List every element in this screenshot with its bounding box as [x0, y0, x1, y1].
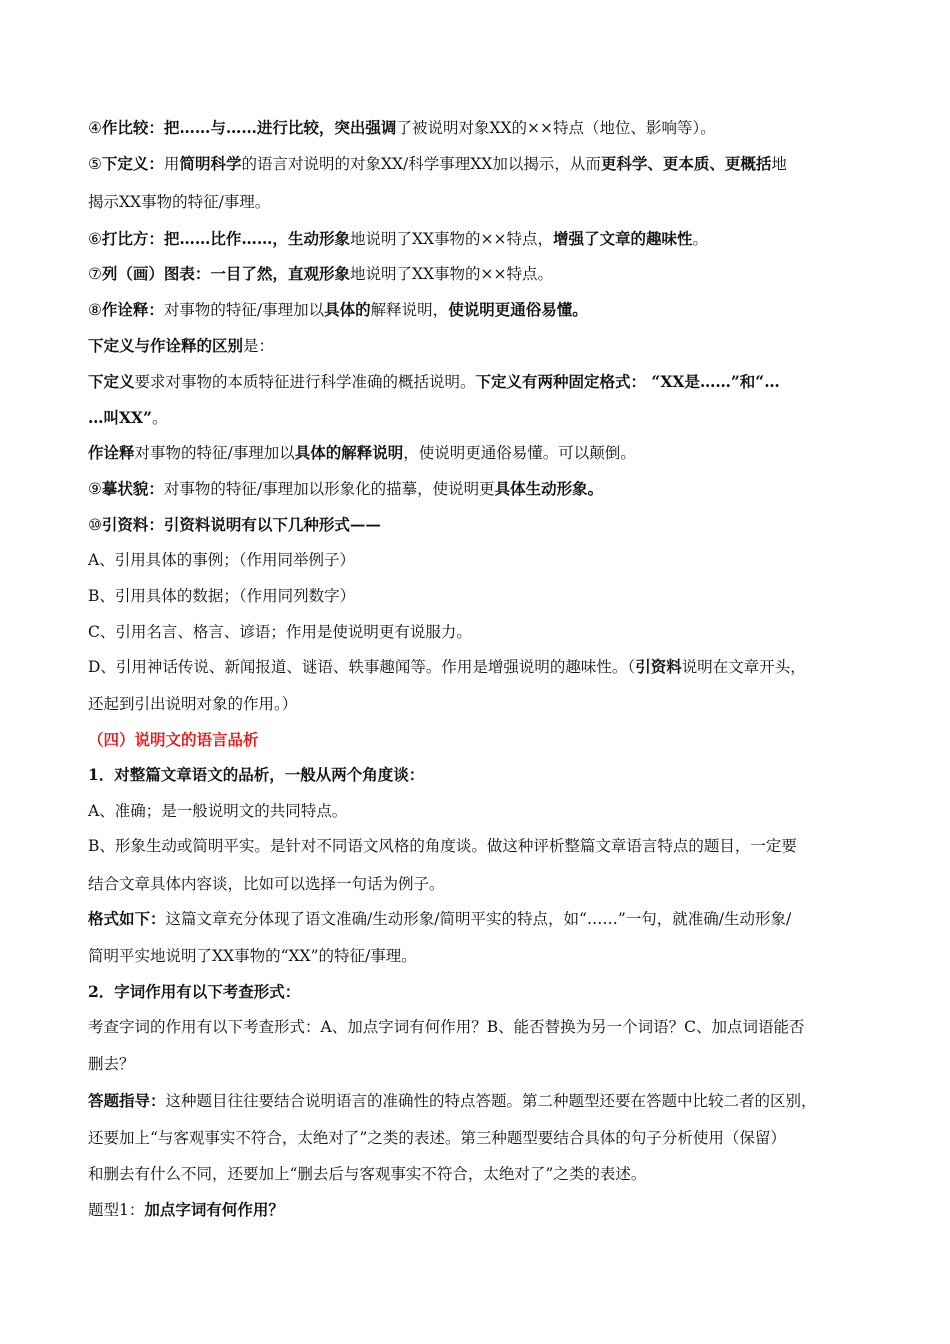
difference-define-line2	[88, 408, 167, 428]
method-name: 列（画）图表：	[101, 264, 211, 283]
text-run: 这篇文章充分体现了语文准确/生动形象/简明平实的特点，如“……”一句，就准确/生动形象/	[165, 910, 792, 928]
bold-run: 格式如下：	[88, 909, 166, 928]
text-run: 对事物的特征/事理加以	[163, 301, 325, 319]
word-question-forms-line2: 删去？	[88, 1055, 135, 1073]
bold-run: 引资料：引资料说明有以下几种形式——	[101, 515, 381, 534]
text-run: 题型1：	[88, 1201, 145, 1219]
text-run: 地	[771, 155, 787, 173]
text-run: 说明在文章开头，	[681, 658, 806, 676]
item-vivid-line2: 结合文章具体内容谈，比如可以选择一句话为例子。	[88, 875, 445, 893]
bold-run: 把……比作……，	[163, 229, 288, 248]
word-question-forms: 考查字词的作用有以下考查形式：A、加点字词有何作用？B、能否替换为另一个词语？C、加点词语能否	[88, 1018, 805, 1036]
bold-run: …叫XX”	[88, 408, 152, 427]
item-number: ④	[88, 119, 102, 137]
method-define	[88, 154, 787, 174]
text-run: 。	[692, 230, 709, 248]
method-analogy	[88, 229, 708, 249]
bold-run: 使说明更通俗易懂。	[448, 300, 588, 319]
bold-run: 加点字词有何作用？	[144, 1200, 284, 1219]
method-describe	[88, 479, 603, 499]
method-define-line2: 揭示XX事物的特征/事理。	[88, 193, 271, 211]
bold-run: 下定义有两种固定格式： “XX是……”和“…	[475, 372, 780, 391]
method-explain	[88, 300, 588, 320]
quote-item-b: B、引用具体的数据；（作用同列数字）	[88, 587, 356, 605]
method-phrase: 把……与……进行比较，突出强调	[163, 118, 397, 137]
bold-run: 引资料	[635, 657, 682, 676]
item-accurate: A、准确；是一般说明文的共同特点。	[88, 802, 348, 820]
text-run: 用	[163, 155, 180, 173]
text-run: 这种题目往往要结合说明语言的准确性的特点答题。第二种题型还要在答题中比较二者的区别，	[165, 1092, 817, 1110]
text-run: 对事物的特征/事理加以	[134, 444, 295, 462]
format-paragraph-line2: 简明平实地说明了XX事物的“XX”的特征/事理。	[88, 947, 417, 965]
text-run: 解释说明，	[370, 301, 449, 319]
item-vivid: B、形象生动或简明平实。是针对不同语文风格的角度谈。做这种评析整篇文章语言特点的题目，一定要	[88, 837, 797, 855]
bold-run: 2．字词作用有以下考查形式：	[88, 982, 301, 1001]
quote-item-d	[88, 657, 806, 677]
bold-run: 具体的	[324, 300, 371, 319]
item-number: ⑩	[88, 516, 102, 534]
question-type-1	[88, 1200, 284, 1220]
bold-run: 作诠释	[88, 443, 135, 462]
text-run: 。	[151, 409, 168, 427]
bold-run: 直观形象	[287, 264, 350, 283]
subsection-heading-1	[88, 765, 424, 785]
text-run: 地说明了XX事物的××特点。	[349, 265, 553, 283]
bold-run: 答题指导：	[88, 1091, 166, 1110]
method-name: 摹状貌：	[101, 479, 164, 498]
bold-run: 下定义	[88, 372, 135, 391]
difference-define	[88, 372, 780, 392]
difference-explain	[88, 443, 636, 463]
text-run: D、引用神话传说、新闻报道、谜语、轶事趣闻等。作用是增强说明的趣味性。（	[88, 658, 636, 676]
text-run: 的语言对说明的对象XX/科学事理XX加以揭示，从而	[241, 155, 601, 173]
method-name: 作比较：	[101, 118, 164, 137]
difference-heading	[88, 336, 274, 356]
bold-run: 具体的解释说明	[294, 443, 404, 462]
bold-run: 下定义与作诠释的区别	[88, 336, 244, 355]
bold-run: 生动形象	[287, 229, 350, 248]
method-name: 打比方：	[101, 229, 164, 248]
method-chart	[88, 264, 553, 284]
text-run: 地说明了XX事物的××特点，	[349, 230, 553, 248]
item-number: ⑦	[88, 265, 102, 283]
answer-guide-line3: 和删去有什么不同，还要加上“删去后与客观事实不符合，太绝对了”之类的表述。	[88, 1165, 647, 1183]
answer-guide	[88, 1091, 817, 1111]
text-run: 是：	[243, 337, 275, 355]
bold-run: 更科学、更本质、更概括	[600, 154, 772, 173]
item-number: ⑥	[88, 230, 102, 248]
bold-run: 一目了然，	[210, 264, 288, 283]
quote-item-c: C、引用名言、格言、谚语；作用是使说明更有说服力。	[88, 623, 472, 641]
text-run: ，使说明更通俗易懂。可以颠倒。	[403, 444, 636, 462]
item-number: ⑧	[88, 301, 102, 319]
bold-run: 简明科学	[179, 154, 242, 173]
method-quote-heading	[88, 515, 381, 535]
text-run: 对事物的特征/事理加以形象化的描摹，使说明更	[163, 480, 495, 498]
method-name: 作诠释：	[101, 300, 164, 319]
bold-run: 具体生动形象。	[494, 479, 604, 498]
method-compare	[88, 118, 716, 138]
method-text: 了被说明对象XX的××特点（地位、影响等）。	[396, 119, 716, 137]
item-number: ⑤	[88, 155, 102, 173]
bold-run: 增强了文章的趣味性	[553, 229, 693, 248]
bold-run: 1．对整篇文章语文的品析，一般从两个角度谈：	[88, 765, 425, 784]
quote-item-a: A、引用具体的事例；（作用同举例子）	[88, 551, 355, 569]
quote-item-d-line2: 还起到引出说明对象的作用。）	[88, 695, 298, 713]
format-paragraph	[88, 909, 791, 929]
text-run: 要求对事物的本质特征进行科学准确的概括说明。	[134, 373, 476, 391]
subsection-heading-2	[88, 982, 300, 1002]
answer-guide-line2: 还要加上“与客观事实不符合，太绝对了”之类的表述。第三种题型要结合具体的句子分析使用（保留）	[88, 1129, 786, 1147]
section-title: （四）说明文的语言品析	[88, 730, 259, 749]
method-name: 下定义：	[101, 154, 164, 173]
item-number: ⑨	[88, 480, 102, 498]
